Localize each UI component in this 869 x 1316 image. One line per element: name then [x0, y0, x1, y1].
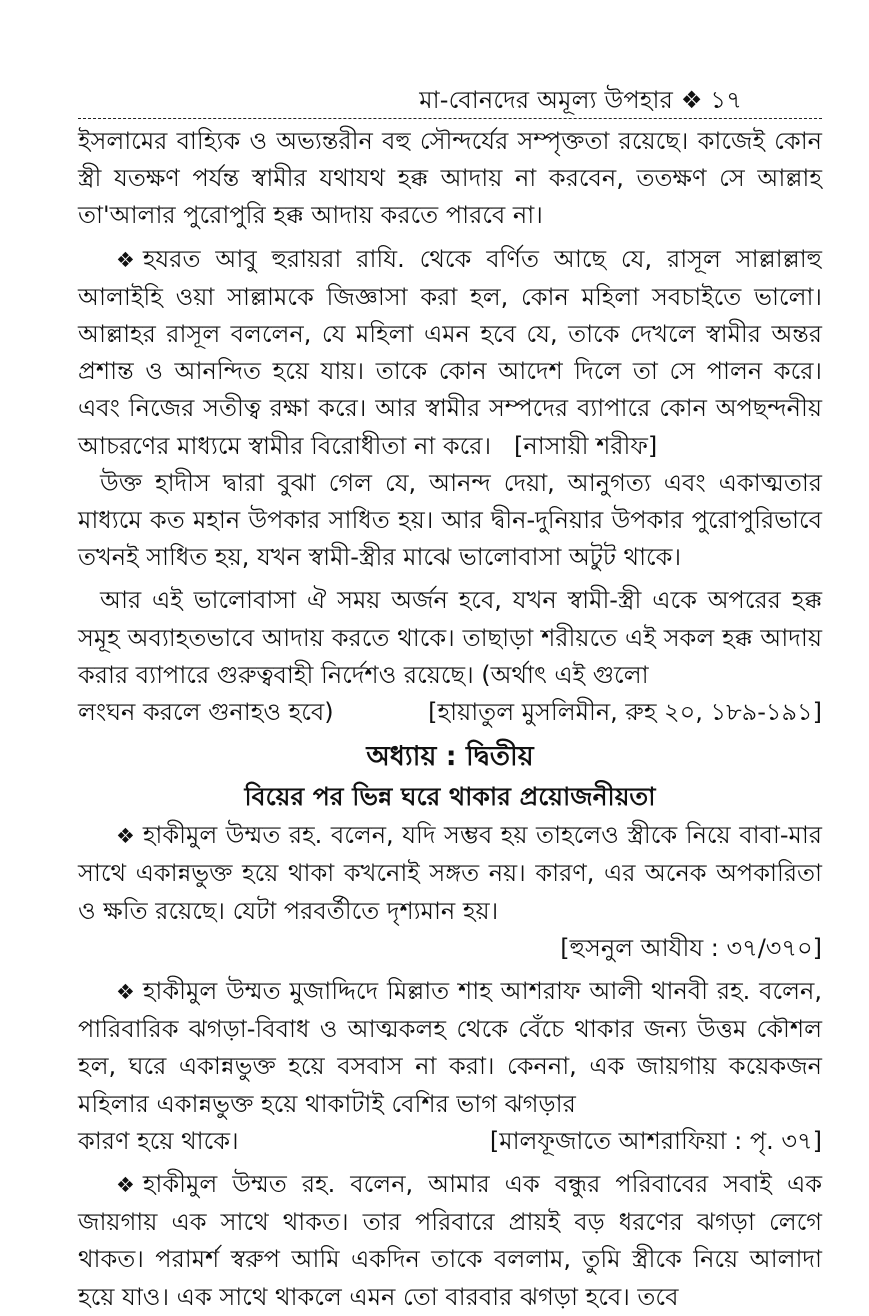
- bullet-paragraph-2-text: হাকীমুল উম্মত মুজাদ্দিদে মিল্লাত শাহ আশরাফ আলী থানবী রহ. বলেন, পারিবারিক ঝগড়া-বিবাধ ও আত্মকলহ থেকে বেঁচে থাকার জন্য উত্তম কৌশল হল, ঘরে একান্নভুক্ত হয়ে বসবাস না করা। কেননা, এক জায়গায় কয়েকজন মহিলার একান্নভুক্ত হয়ে থাকাটাই বেশির ভাগ ঝগড়ার: [78, 977, 822, 1118]
- header-divider: [78, 118, 822, 119]
- bullet-paragraph-2: [78, 973, 822, 1123]
- bullet-paragraph-2-last-line: [78, 1123, 822, 1160]
- paragraph-hadith: [78, 241, 822, 465]
- running-head: মা-বোনদের অমূল্য উপহার ❖ ১৭: [419, 86, 742, 114]
- bullet-icon: ❖: [116, 980, 135, 1005]
- citation-malfuzat: [মালফূজাতে আশরাফিয়া : পৃ. ৩৭]: [489, 1126, 822, 1155]
- bullet-icon: ❖: [116, 824, 135, 849]
- paragraph-hadith-text: হযরত আবু হুরায়রা রাযি. থেকে বর্ণিত আছে যে, রাসূল সাল্লাল্লাহু আলাইহি ওয়া সাল্লামকে জিজ্ঞাসা করা হল, কোন মহিলা সবচাইতে ভালো। আল্লাহর রাসূল বললেন, যে মহিলা এমন হবে যে, তাকে দেখলে স্বামীর অন্তর প্রশান্ত ও আনন্দিত হয়ে যায়। তাকে কোন আদেশ দিলে তা সে পালন করে। এবং নিজের সতীত্ব রক্ষা করে। আর স্বামীর সম্পদের ব্যাপারে কোন অপছন্দনীয় আচরণের মাধ্যমে স্বামীর বিরোধীতা না করে।: [78, 244, 822, 460]
- paragraph-explanation: উক্ত হাদীস দ্বারা বুঝা গেল যে, আনন্দ দেয়া, আনুগত্য এবং একাত্মতার মাধ্যমে কত মহান উপকার সাধিত হয়। আর দ্বীন-দুনিয়ার উপকার পুরোপুরিভাবে তখনই সাধিত হয়, যখন স্বামী-স্ত্রীর মাঝে ভালোবাসা অটুট থাকে।: [78, 468, 822, 572]
- bullet-icon: ❖: [116, 1173, 135, 1198]
- citation-hayatul-muslimin: [হায়াতুল মুসলিমীন, রুহ ২০, ১৮৯-১৯১]: [428, 698, 822, 727]
- bullet-icon: ❖: [116, 247, 135, 272]
- bullet-paragraph-2-tail: কারণ হয়ে থাকে।: [78, 1126, 239, 1155]
- book-page: [78, 84, 822, 1316]
- paragraph-intro: ইসলামের বাহ্যিক ও অভ্যন্তরীন বহু সৌন্দর্যের সম্পৃক্ততা রয়েছে। কাজেই কোন স্ত্রী যতক্ষণ পর্যন্ত স্বামীর যথাযথ হক্ক আদায় না করবেন, ততক্ষণ সে আল্লাহ তা'আলার পুরোপুরি হক্ক আদায় করতে পারবে না।: [78, 127, 822, 230]
- paragraph-love-last-line: [78, 694, 822, 731]
- citation-husnul-aziz: [হুসনুল আযীয : ৩৭/৩৭০]: [560, 933, 822, 962]
- paragraph-love-tail: লংঘন করলে গুনাহও হবে): [78, 698, 334, 727]
- bullet-paragraph-1: [78, 817, 822, 930]
- chapter-title: অধ্যায় : দ্বিতীয়: [366, 741, 534, 773]
- bullet-paragraph-1-text: হাকীমুল উম্মত রহ. বলেন, যদি সম্ভব হয় তাহলেও স্ত্রীকে নিয়ে বাবা-মার সাথে একান্নভুক্ত হয়ে থাকা কখনোই সঙ্গত নয়। কারণ, এর অনেক অপকারিতা ও ক্ষতি রয়েছে। যেটা পরবর্তীতে দৃশ্যমান হয়।: [78, 821, 822, 925]
- paragraph-love: আর এই ভালোবাসা ঐ সময় অর্জন হবে, যখন স্বামী-স্ত্রী একে অপরের হক্ক সমূহ অব্যাহতভাবে আদায় করতে থাকে। তাছাড়া শরীয়তে এই সকল হক্ক আদায় করার ব্যাপারে গুরুত্ববাহী নির্দেশও রয়েছে। (অর্থাৎ এই গুলো: [78, 586, 822, 689]
- chapter-subtitle: বিয়ের পর ভিন্ন ঘরে থাকার প্রয়োজনীয়তা: [244, 782, 656, 812]
- bullet-paragraph-3-text: হাকীমুল উম্মত রহ. বলেন, আমার এক বন্ধুর পরিবাবের সবাই এক জায়গায় এক সাথে থাকত। তার পরিবারে প্রায়ই বড় ধরণের ঝগড়া লেগে থাকত। পরামর্শ স্বরুপ আমি একদিন তাকে বললাম, তুমি স্ত্রীকে নিয়ে আলাদা হয়ে যাও। এক সাথে থাকলে এমন তো বারবার ঝগড়া হবে। তবে: [78, 1170, 822, 1311]
- citation-nasai: [নাসায়ী শরীফ]: [514, 431, 658, 460]
- bullet-paragraph-3: [78, 1166, 822, 1316]
